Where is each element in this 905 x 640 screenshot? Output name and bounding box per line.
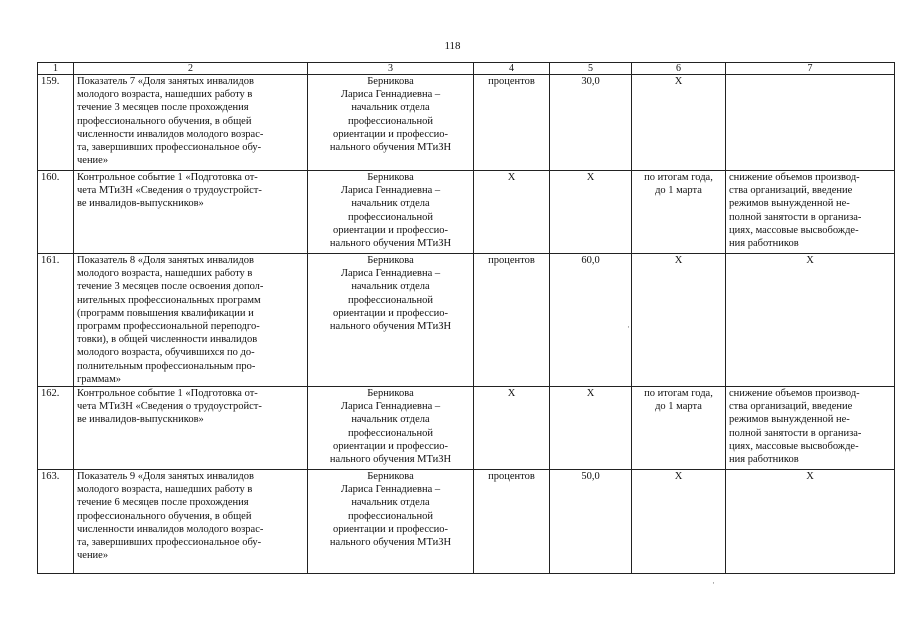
table-row bbox=[38, 254, 895, 387]
row-number: 163. bbox=[38, 470, 74, 574]
responsible-person: Берникова Лариса Геннадиевна – начальник отдела профессиональной ориентации и профессио- нального обучения МТиЗН bbox=[329, 388, 452, 466]
target-value: Х bbox=[550, 387, 632, 470]
deadline: Х bbox=[674, 471, 683, 483]
unit-of-measure: Х bbox=[474, 171, 550, 254]
indicator-name: Контрольное событие 1 «Подготовка от- чета МТиЗН «Сведения о трудоустройст- ве инвалидов-выпускников» bbox=[77, 388, 262, 426]
indicator-name: Показатель 8 «Доля занятых инвалидов молодого возраста, нашедших работу в течение 3 месяцев после освоения допол- нительных профессиональных программ (программ повышения квалификации и программ профессиональной переподго- товки), в общей численности инвалидов молодого возраста, обучившихся по до- полнительным профессиональным про- граммам» bbox=[77, 255, 264, 385]
unit-of-measure: процентов bbox=[474, 75, 550, 171]
deadline: по итогам года, до 1 марта bbox=[644, 388, 713, 413]
table-row bbox=[38, 75, 895, 171]
deadline: Х bbox=[674, 255, 683, 266]
deadline: Х bbox=[674, 76, 683, 87]
row-number: 160. bbox=[38, 171, 74, 254]
target-value: 30,0 bbox=[550, 75, 632, 171]
column-header: 3 bbox=[308, 63, 474, 75]
column-header-row bbox=[38, 63, 895, 75]
target-value: 60,0 bbox=[550, 254, 632, 387]
column-header: 5 bbox=[550, 63, 632, 75]
risk-note: снижение объемов производ- ства организаций, введение режимов вынужденной не- полной занятости в организа- циях, массовые высвобожде- ния работников bbox=[729, 388, 862, 466]
row-number: 161. bbox=[38, 254, 74, 387]
scan-speck: · bbox=[712, 578, 715, 588]
target-value: 50,0 bbox=[550, 470, 632, 574]
risk-note: снижение объемов производ- ства организаций, введение режимов вынужденной не- полной занятости в организа- циях, массовые высвобожде- ния работников bbox=[729, 172, 862, 250]
unit-of-measure: процентов bbox=[474, 254, 550, 387]
plan-table bbox=[37, 62, 895, 574]
indicator-name: Контрольное событие 1 «Подготовка от- чета МТиЗН «Сведения о трудоустройст- ве инвалидов-выпускников» bbox=[77, 172, 262, 210]
unit-of-measure: процентов bbox=[474, 470, 550, 574]
table-row bbox=[38, 387, 895, 470]
responsible-person: Берникова Лариса Геннадиевна – начальник отдела профессиональной ориентации и профессио- нального обучения МТиЗН bbox=[329, 76, 452, 154]
row-number: 159. bbox=[38, 75, 74, 171]
indicator-name: Показатель 9 «Доля занятых инвалидов молодого возраста, нашедших работу в течение 6 месяцев после прохождения профессионального обучения, в общей численности инвалидов молодого возрас- та, завершивших профессиональное обу- чение» bbox=[77, 471, 264, 562]
responsible-person: Берникова Лариса Геннадиевна – начальник отдела профессиональной ориентации и профессио- нального обучения МТиЗН bbox=[329, 172, 452, 250]
target-value: Х bbox=[550, 171, 632, 254]
indicator-name: Показатель 7 «Доля занятых инвалидов молодого возраста, нашедших работу в течение 3 месяцев после прохождения профессионального обучения, в общей численности инвалидов молодого возрас- та, завершивших профессиональное обу- чение» bbox=[77, 76, 264, 167]
column-header: 1 bbox=[38, 63, 74, 75]
unit-of-measure: Х bbox=[474, 387, 550, 470]
column-header: 7 bbox=[726, 63, 895, 75]
responsible-person: Берникова Лариса Геннадиевна – начальник отдела профессиональной ориентации и профессио- нального обучения МТиЗН bbox=[329, 471, 452, 549]
row-number: 162. bbox=[38, 387, 74, 470]
responsible-person: Берникова Лариса Геннадиевна – начальник отдела профессиональной ориентации и профессио- нального обучения МТиЗН bbox=[329, 255, 452, 333]
page-number: 118 bbox=[444, 40, 461, 52]
risk-note: Х bbox=[806, 471, 814, 483]
deadline: по итогам года, до 1 марта bbox=[644, 172, 713, 197]
scan-speck: · bbox=[627, 322, 630, 332]
risk-note: Х bbox=[806, 255, 814, 266]
table-row bbox=[38, 171, 895, 254]
column-header: 6 bbox=[632, 63, 726, 75]
table-row bbox=[38, 470, 895, 574]
column-header: 4 bbox=[474, 63, 550, 75]
column-header: 2 bbox=[74, 63, 308, 75]
